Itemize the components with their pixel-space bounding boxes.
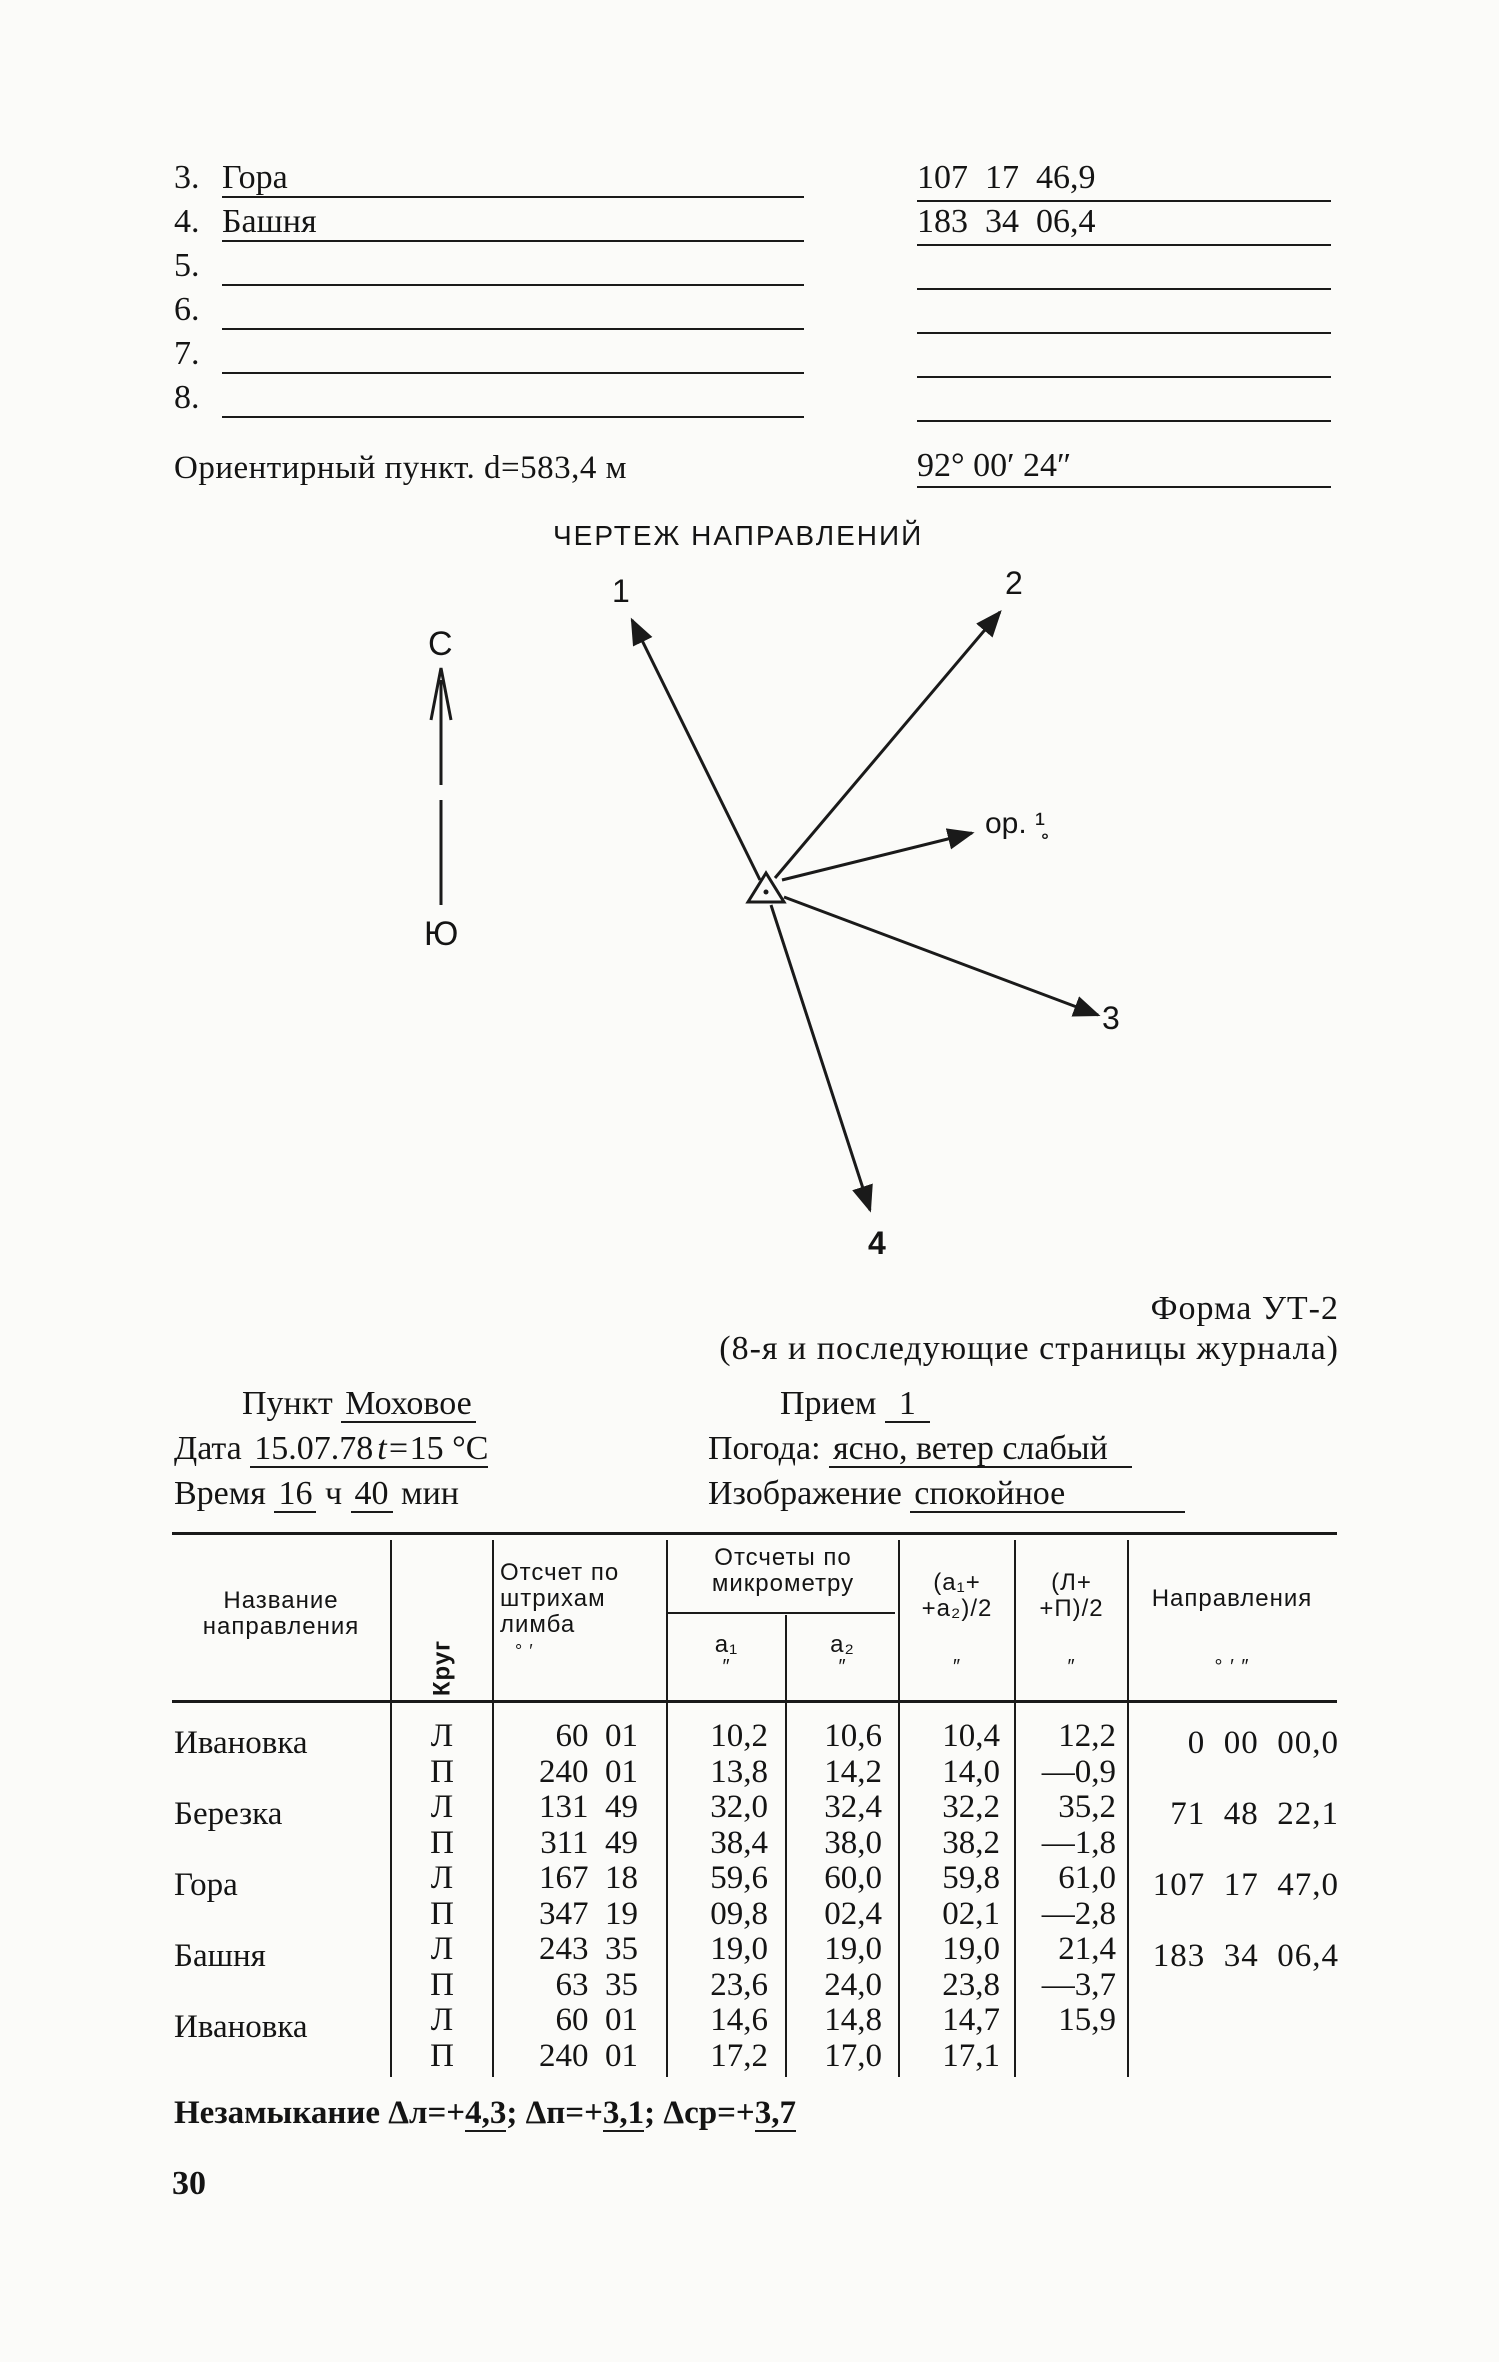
header-a1-units: ″ [722, 1656, 731, 1678]
list-item-value: 107 17 46,9 [917, 159, 1096, 196]
cell-a2: 60,0 [824, 1860, 882, 1896]
separator: ; [644, 2095, 656, 2131]
cell-avg-a: 14,0 [942, 1753, 1000, 1790]
cell-avg-a: 59,8 [942, 1860, 1000, 1896]
list-item-name: Башня [222, 203, 317, 240]
image-label: Изображение [708, 1475, 902, 1512]
closure-summary [174, 2095, 796, 2132]
separator: ; [506, 2095, 518, 2131]
cell-avg-a: 10,4 [942, 1718, 1000, 1754]
weather-label: Погода: [708, 1430, 821, 1467]
north-label: С [428, 625, 453, 663]
cell-a2: 19,0 [824, 1931, 882, 1967]
image-value: спокойное [910, 1477, 1185, 1513]
cell-avg-a: 14,7 [942, 2002, 1000, 2038]
direction-ray-orient [782, 833, 972, 880]
direction-label-orient: ор. ¹̥ [985, 807, 1046, 840]
form-subtitle: (8-я и последующие страницы журнала) [719, 1330, 1339, 1367]
cell-avg-lp: —3,7 [1041, 1966, 1116, 2003]
priem-value: 1 [885, 1387, 930, 1423]
cell-avg-lp: 61,0 [1058, 1860, 1116, 1896]
header-micro: Отсчеты по микрометру [711, 1544, 855, 1597]
delta-mean-value: 3,7 [754, 2095, 796, 2131]
header-avg-a-units: ″ [952, 1656, 962, 1678]
weather-value: ясно, ветер слабый [829, 1432, 1132, 1468]
direction-ray-2 [775, 612, 1000, 878]
direction-label-3: 3 [1102, 1000, 1120, 1036]
delta-right-label: Δп=+ [525, 2095, 603, 2131]
header-limb: Отсчет по штрихам лимба [500, 1559, 620, 1638]
header-directions: Направления [1151, 1585, 1313, 1612]
cell-avg-lp: —0,9 [1041, 1753, 1116, 1790]
direction-ray-1 [632, 620, 760, 880]
cell-a1: 13,8 [710, 1753, 768, 1790]
punkt-line [242, 1385, 476, 1423]
cell-krug: Л [430, 1860, 454, 1896]
list-item-name: Гора [222, 159, 288, 196]
priem-label: Прием [780, 1385, 877, 1422]
list-item-number: 8. [174, 379, 200, 416]
cell-a2: 24,0 [824, 1966, 882, 2003]
temperature-label: t= [377, 1430, 410, 1467]
cell-direction: 0 00 00,0 [1187, 1725, 1339, 1761]
cell-avg-a: 23,8 [942, 1966, 1000, 2003]
cell-limb: 240 01 [539, 2037, 638, 2074]
header-a2: a₂ [830, 1631, 855, 1658]
direction-label-1: 1 [612, 573, 630, 609]
direction-ray-4 [771, 905, 870, 1210]
date-value: 15.07.78 [250, 1432, 377, 1468]
cell-avg-a: 19,0 [942, 1931, 1000, 1967]
cell-avg-lp: —1,8 [1041, 1824, 1116, 1861]
station-triangle [748, 873, 784, 902]
header-limb-units: ° ′ [515, 1641, 534, 1661]
orient-point-label: Ориентирный пункт. d=583,4 м [174, 450, 627, 486]
cell-direction: 107 17 47,0 [1152, 1867, 1339, 1903]
delta-right-value: 3,1 [602, 2095, 645, 2131]
table-top-rule [172, 1532, 1337, 1535]
temperature-value: 15 °C [409, 1430, 489, 1467]
cell-a2: 14,2 [824, 1753, 882, 1790]
south-label: Ю [424, 915, 459, 953]
cell-limb: 347 19 [539, 1895, 638, 1932]
time-minutes-unit: мин [401, 1475, 459, 1512]
cell-avg-a: 32,2 [942, 1789, 1000, 1825]
micro-sub-rule [668, 1612, 895, 1614]
delta-left-value: 4,3 [465, 2095, 507, 2131]
header-directions-units: ° ′ ″ [1214, 1656, 1250, 1678]
header-krug: Круг [428, 1639, 456, 1697]
cell-a2: 10,6 [824, 1718, 882, 1754]
cell-a1: 17,2 [710, 2037, 768, 2074]
orient-point-value: 92° 00′ 24″ [917, 447, 1072, 484]
cell-a1: 38,4 [710, 1824, 768, 1861]
list-item-number: 7. [174, 335, 200, 372]
cell-a2: 38,0 [824, 1824, 882, 1861]
cell-direction: 71 48 22,1 [1170, 1796, 1339, 1832]
cell-a1: 32,0 [710, 1789, 768, 1825]
cell-limb: 243 35 [539, 1931, 638, 1967]
cell-name: Березка [174, 1796, 283, 1832]
header-avg-a: (a₁+ +a₂)/2 [921, 1569, 993, 1622]
cell-direction: 183 34 06,4 [1152, 1938, 1339, 1974]
delta-left-label: Δл=+ [388, 2095, 466, 2131]
cell-krug: П [430, 1824, 454, 1861]
cell-avg-lp: 21,4 [1058, 1931, 1116, 1967]
cell-krug: П [430, 1895, 454, 1932]
cell-a2: 02,4 [824, 1895, 882, 1932]
cell-avg-a: 38,2 [942, 1824, 1000, 1861]
cell-a1: 59,6 [710, 1860, 768, 1896]
header-a2-units: ″ [838, 1656, 847, 1678]
cell-krug: П [430, 1966, 454, 2003]
cell-krug: Л [430, 2002, 454, 2038]
punkt-label: Пункт [242, 1385, 333, 1422]
cell-krug: Л [430, 1718, 454, 1754]
time-minutes: 40 [351, 1477, 393, 1513]
priem-line [780, 1385, 930, 1423]
cell-krug: Л [430, 1931, 454, 1967]
cell-avg-lp: 15,9 [1058, 2002, 1116, 2038]
direction-label-4: 4 [868, 1225, 886, 1261]
cell-krug: П [430, 2037, 454, 2074]
table-header-rule [172, 1700, 1337, 1703]
direction-label-2: 2 [1005, 565, 1023, 601]
punkt-value: Моховое [341, 1387, 476, 1423]
cell-a2: 14,8 [824, 2002, 882, 2038]
form-title: Форма УТ-2 [1150, 1290, 1339, 1327]
cell-a1: 14,6 [710, 2002, 768, 2038]
cell-krug: П [430, 1753, 454, 1790]
image-line [708, 1475, 1185, 1513]
cell-avg-lp: —2,8 [1041, 1895, 1116, 1932]
list-item-number: 5. [174, 247, 200, 284]
list-item-number: 3. [174, 159, 200, 196]
cell-limb: 60 01 [555, 1718, 638, 1754]
header-avg-lp-units: ″ [1067, 1656, 1076, 1678]
closure-label: Незамыкание [174, 2095, 381, 2131]
cell-avg-lp: 12,2 [1058, 1718, 1116, 1754]
list-item-number: 6. [174, 291, 200, 328]
cell-name: Башня [174, 1938, 266, 1974]
cell-a1: 19,0 [710, 1931, 768, 1967]
date-line [174, 1430, 488, 1468]
cell-a2: 32,4 [824, 1789, 882, 1825]
cell-a1: 09,8 [710, 1895, 768, 1932]
cell-avg-lp: 35,2 [1058, 1789, 1116, 1825]
drawing-caption: ЧЕРТЕЖ НАПРАВЛЕНИЙ [553, 520, 924, 551]
delta-mean-label: Δср=+ [663, 2095, 755, 2131]
cell-a2: 17,0 [824, 2037, 882, 2074]
cell-limb: 240 01 [539, 1753, 638, 1790]
cell-avg-a: 17,1 [942, 2037, 1000, 2074]
cell-a1: 10,2 [710, 1718, 768, 1754]
time-hours: 16 [274, 1477, 316, 1513]
cell-name: Гора [174, 1867, 238, 1903]
date-label: Дата [174, 1430, 242, 1467]
time-label: Время [174, 1475, 266, 1512]
cell-name: Ивановка [174, 2009, 308, 2045]
list-item-value: 183 34 06,4 [917, 203, 1096, 240]
header-avg-lp: (Л+ +П)/2 [1039, 1569, 1104, 1622]
time-line [174, 1475, 459, 1513]
page-number: 30 [172, 2165, 206, 2202]
cell-a1: 23,6 [710, 1966, 768, 2003]
cell-avg-a: 02,1 [942, 1895, 1000, 1932]
header-a1: a₁ [714, 1631, 739, 1658]
time-hours-unit: ч [324, 1475, 343, 1512]
weather-line [708, 1430, 1132, 1468]
header-name: Название направления [202, 1587, 360, 1640]
cell-limb: 311 49 [540, 1824, 638, 1861]
cell-limb: 167 18 [539, 1860, 638, 1896]
cell-limb: 60 01 [555, 2002, 638, 2038]
cell-limb: 131 49 [539, 1789, 638, 1825]
cell-limb: 63 35 [555, 1966, 638, 2003]
list-item-number: 4. [174, 203, 200, 240]
direction-ray-3 [784, 897, 1098, 1015]
cell-krug: Л [430, 1789, 454, 1825]
cell-name: Ивановка [174, 1725, 308, 1761]
